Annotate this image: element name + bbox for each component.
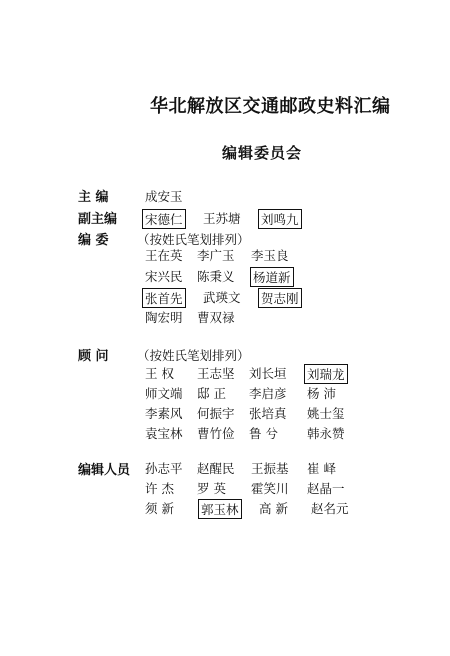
advisor-name: 李素风 [145, 406, 183, 421]
advisor-name: 李启彦 [249, 386, 287, 401]
committee-member: 杨道新 [250, 267, 294, 287]
advisor-name: 师文端 [145, 386, 183, 401]
advisor-name: 刘瑞龙 [304, 364, 348, 384]
advisor-name: 曹竹俭 [197, 426, 235, 441]
editors-label: 编辑人员 [78, 463, 131, 478]
advisor-name: 王志坚 [197, 366, 235, 381]
deputy-editor-name: 宋德仁 [142, 209, 186, 229]
editor-name: 郭玉林 [198, 499, 242, 519]
advisor-name: 袁宝林 [145, 426, 183, 441]
advisors-label: 顾 问 [78, 349, 109, 364]
editor-name: 霍笑川 [251, 481, 289, 496]
committee-member: 李广玉 [197, 248, 235, 263]
editor-name: 崔 峄 [307, 461, 336, 476]
editor-name: 高 新 [259, 501, 288, 516]
advisor-name: 何振宇 [197, 406, 235, 421]
deputy-editor-name: 刘鸣九 [258, 209, 302, 229]
advisor-name: 姚士玺 [307, 406, 345, 421]
advisor-name: 韩永赞 [307, 426, 345, 441]
committee-member: 陈秉义 [197, 269, 235, 284]
committee-note: （按姓氏笔划排列） [137, 232, 250, 247]
document-subtitle: 编辑委员会 [222, 144, 303, 162]
chief-editor-name: 成安玉 [145, 189, 183, 204]
committee-member: 张首先 [142, 288, 186, 308]
editor-name: 赵晶一 [307, 481, 345, 496]
committee-member: 陶宏明 [145, 310, 183, 325]
advisors-note: （按姓氏笔划排列） [137, 348, 250, 363]
committee-member: 贺志刚 [258, 288, 302, 308]
editor-name: 许 杰 [145, 481, 174, 496]
committee-member: 宋兴民 [145, 269, 183, 284]
editor-name: 孙志平 [145, 461, 183, 476]
document-title: 华北解放区交通邮政史料汇编 [150, 96, 391, 117]
deputy-editor-name: 王苏塘 [203, 211, 241, 226]
deputy-editor-label: 副主编 [78, 212, 118, 227]
committee-label: 编 委 [78, 233, 109, 248]
editor-name: 罗 英 [197, 481, 226, 496]
editor-name: 须 新 [145, 501, 174, 516]
advisor-name: 邸 正 [197, 386, 226, 401]
committee-member: 武瑛文 [203, 290, 241, 305]
advisor-name: 杨 沛 [307, 386, 336, 401]
committee-member: 李玉良 [251, 248, 289, 263]
editor-name: 赵醒民 [197, 461, 235, 476]
committee-member: 王在英 [145, 248, 183, 263]
chief-editor-label: 主 编 [78, 190, 109, 205]
editor-name: 王振基 [251, 461, 289, 476]
advisor-name: 鲁 兮 [249, 426, 278, 441]
editor-name: 赵名元 [311, 501, 349, 516]
advisor-name: 王 权 [145, 366, 174, 381]
advisor-name: 刘长垣 [249, 366, 287, 381]
committee-member: 曹双禄 [197, 310, 235, 325]
advisor-name: 张培真 [249, 406, 287, 421]
